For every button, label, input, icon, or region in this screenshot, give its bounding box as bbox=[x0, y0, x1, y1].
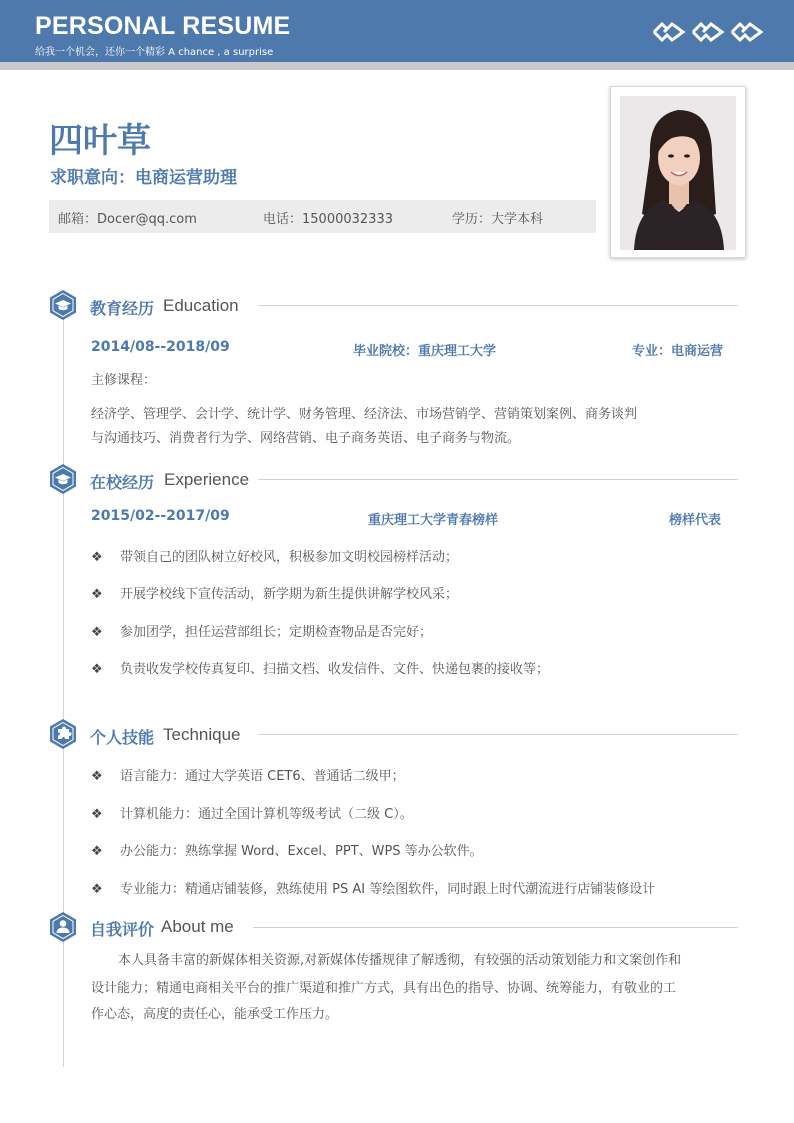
skills-divider bbox=[258, 734, 738, 735]
about-title-en: About me bbox=[161, 917, 234, 936]
experience-item: 开展学校线下宣传活动，新学期为新生提供讲解学校风采； bbox=[120, 587, 459, 602]
header-decoration bbox=[652, 21, 763, 43]
photo-frame bbox=[610, 86, 746, 258]
list-item bbox=[91, 583, 458, 602]
education-period: 2014/08--2018/09 bbox=[91, 339, 230, 355]
experience-org: 重庆理工大学青春榜样 bbox=[368, 513, 499, 528]
education-level-text: 学历：大学本科 bbox=[452, 212, 544, 227]
experience-item: 负责收发学校传真复印、扫描文档、收发信件、文件、快递包裹的接收等； bbox=[120, 662, 550, 677]
list-item bbox=[91, 621, 432, 640]
education-title-en: Education bbox=[163, 296, 239, 315]
about-line-1: 本人具备丰富的新媒体相关资源,对新媒体传播规律了解透彻，有较强的活动策划能力和文案创作和 bbox=[118, 953, 682, 968]
experience-title-en: Experience bbox=[164, 470, 250, 489]
about-line-2: 设计能力；精通电商相关平台的推广渠道和推广方式，具有出色的指导、协调、统筹能力，有敬业的工 bbox=[91, 981, 677, 996]
list-item bbox=[91, 878, 655, 897]
list-item bbox=[91, 765, 405, 784]
skill-item: 语言能力：通过大学英语 CET6、普通话二级甲； bbox=[120, 769, 405, 784]
graduation-cap-icon bbox=[49, 463, 77, 495]
experience-item: 参加团学，担任运营部组长；定期检查物品是否完好； bbox=[120, 625, 433, 640]
phone-text: 电话：15000032333 bbox=[263, 212, 393, 227]
email-text: 邮箱：Docer@qq.com bbox=[58, 212, 197, 227]
list-item bbox=[91, 840, 483, 859]
header-band bbox=[0, 0, 794, 62]
experience-divider bbox=[258, 479, 738, 480]
chevron-diamond-icon bbox=[730, 21, 763, 43]
education-title-cn: 教育经历 bbox=[90, 299, 155, 318]
skill-item: 办公能力：熟练掌握 Word、Excel、PPT、WPS 等办公软件。 bbox=[120, 844, 483, 859]
bullet-icon: ❖ bbox=[91, 844, 103, 859]
skill-item: 专业能力：精通店铺装修，熟练使用 PS AI 等绘图软件，同时跟上时代潮流进行店铺装修设计 bbox=[120, 882, 656, 897]
graduation-cap-icon bbox=[49, 289, 77, 321]
resume-title: PERSONAL RESUME bbox=[35, 12, 291, 40]
courses-line-1: 经济学、管理学、会计学、统计学、财务管理、经济法、市场营销学、营销策划案例、商务谈判 bbox=[91, 407, 638, 422]
bullet-icon: ❖ bbox=[91, 625, 103, 640]
chevron-diamond-icon bbox=[691, 21, 724, 43]
experience-period: 2015/02--2017/09 bbox=[91, 508, 230, 524]
candidate-name: 四叶草 bbox=[49, 121, 151, 161]
timeline-line bbox=[63, 305, 64, 1067]
list-item bbox=[91, 658, 549, 677]
bullet-icon: ❖ bbox=[91, 807, 103, 822]
experience-item: 带领自己的团队树立好校风，积极参加文明校园榜样活动； bbox=[120, 550, 459, 565]
skills-title-cn: 个人技能 bbox=[90, 728, 155, 747]
experience-role: 榜样代表 bbox=[669, 513, 722, 528]
courses-label: 主修课程： bbox=[91, 373, 157, 388]
skill-item: 计算机能力：通过全国计算机等级考试（二级 C）。 bbox=[120, 807, 413, 822]
job-objective: 求职意向：电商运营助理 bbox=[50, 168, 237, 188]
bullet-icon: ❖ bbox=[91, 662, 103, 677]
portrait-photo bbox=[620, 96, 736, 250]
bullet-icon: ❖ bbox=[91, 769, 103, 784]
contact-bar bbox=[49, 200, 596, 233]
education-major: 专业：电商运营 bbox=[632, 344, 724, 359]
about-title-cn: 自我评价 bbox=[90, 920, 155, 939]
person-icon bbox=[49, 911, 77, 943]
bullet-icon: ❖ bbox=[91, 882, 103, 897]
list-item bbox=[91, 803, 413, 822]
about-line-3: 作心态，高度的责任心，能承受工作压力。 bbox=[91, 1007, 339, 1022]
header-divider bbox=[0, 62, 794, 70]
experience-title-cn: 在校经历 bbox=[90, 473, 155, 492]
about-divider bbox=[253, 927, 738, 928]
bullet-icon: ❖ bbox=[91, 587, 103, 602]
clipped-row bbox=[91, 876, 711, 897]
chevron-diamond-icon bbox=[652, 21, 685, 43]
list-item bbox=[91, 546, 458, 565]
bullet-icon: ❖ bbox=[91, 550, 103, 565]
education-divider bbox=[258, 305, 738, 306]
courses-line-2: 与沟通技巧、消费者行为学、网络营销、电子商务英语、电子商务与物流。 bbox=[91, 431, 521, 446]
skills-title-en: Technique bbox=[163, 725, 241, 744]
resume-subtitle: 给我一个机会，还你一个精彩 A chance , a surprise bbox=[35, 47, 274, 58]
education-school: 毕业院校：重庆理工大学 bbox=[353, 344, 497, 359]
puzzle-icon bbox=[49, 718, 77, 750]
